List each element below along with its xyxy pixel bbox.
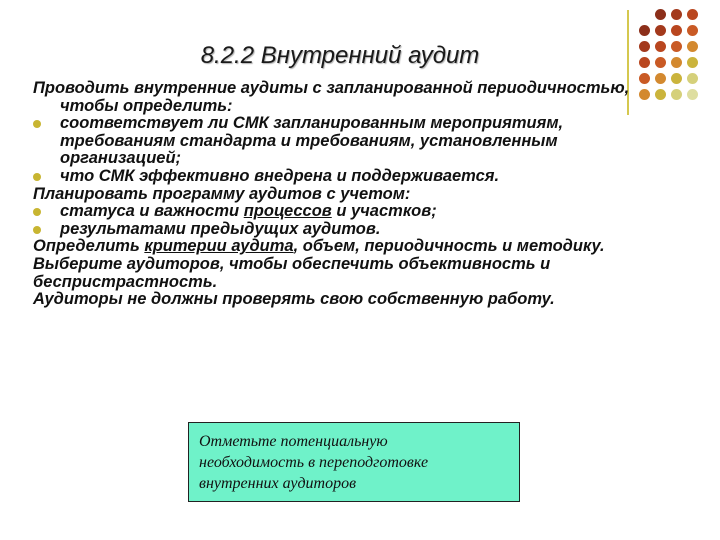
- bullet-item: [33, 168, 673, 186]
- decorative-dot: [671, 25, 682, 36]
- bullet-dot-icon: [33, 226, 41, 234]
- decorative-dot: [687, 57, 698, 68]
- decorative-dot: [655, 9, 666, 20]
- note-line: внутренних аудиторов: [199, 475, 357, 492]
- bullet-text: соответствует ли СМК запланированным мероприятиям, требованиям стандарта и требованиям, установленным организацией;: [60, 114, 564, 168]
- decorative-dot: [687, 25, 698, 36]
- criteria-suffix: , объем, периодичность и методику.: [293, 237, 605, 256]
- paragraph-define-criteria: [33, 238, 673, 256]
- paragraph-conduct-audits: Проводить внутренние аудиты с запланированной периодичностью, чтобы определить:: [33, 79, 630, 115]
- bullet-dot-icon: [33, 208, 41, 216]
- decorative-dot: [639, 25, 650, 36]
- bullet-item: [33, 115, 673, 168]
- slide-body: [33, 80, 673, 309]
- bullet-item: [33, 221, 673, 239]
- note-line: Отметьте потенциальную: [199, 433, 388, 450]
- slide-title: 8.2.2 Внутренний аудит: [200, 42, 480, 69]
- bullet-item: [33, 203, 673, 221]
- bullet-text-suffix: и участков;: [331, 202, 437, 221]
- criteria-prefix: Определить: [33, 237, 145, 256]
- bullet-text: результатами предыдущих аудитов.: [60, 219, 381, 238]
- note-line: необходимость в переподготовке: [199, 454, 429, 471]
- bullet-dot-icon: [33, 120, 41, 128]
- paragraph-plan-program: Планировать программу аудитов с учетом:: [33, 184, 411, 203]
- underlined-audit-criteria: критерии аудита: [144, 237, 294, 256]
- underlined-processes: процессов: [243, 202, 332, 221]
- paragraph-select-auditors: Выберите аудиторов, чтобы обеспечить объективность и беспристрастность.: [33, 254, 551, 291]
- decorative-dot: [687, 41, 698, 52]
- decorative-dot: [687, 73, 698, 84]
- decorative-dot: [687, 89, 698, 100]
- bullet-text-prefix: статуса и важности: [60, 202, 244, 221]
- decorative-dot: [671, 9, 682, 20]
- decorative-dot: [655, 25, 666, 36]
- bullet-dot-icon: [33, 173, 41, 181]
- paragraph-own-work: Аудиторы не должны проверять свою собственную работу.: [33, 290, 555, 309]
- bullet-text: что СМК эффективно внедрена и поддерживается.: [60, 166, 500, 185]
- decorative-dot: [687, 9, 698, 20]
- note-box: [188, 422, 520, 502]
